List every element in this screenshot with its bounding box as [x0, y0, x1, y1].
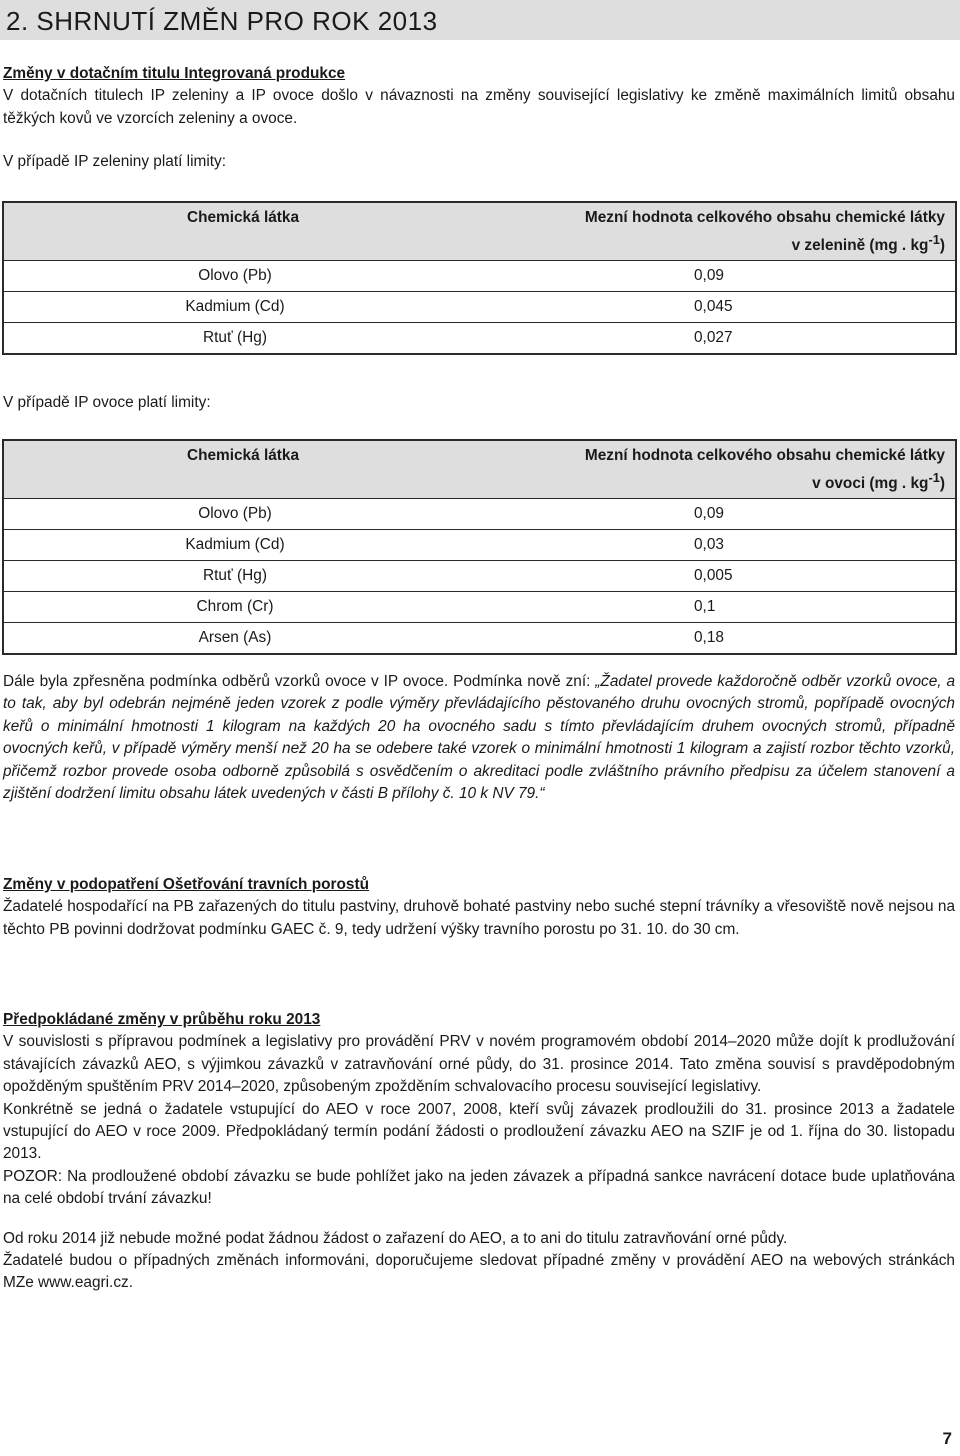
limit-value: 0,005 — [694, 566, 733, 584]
table-row — [3, 498, 956, 529]
section-title: 2. SHRNUTÍ ZMĚN PRO ROK 2013 — [0, 0, 960, 40]
substance-name: Chrom (Cr) — [196, 597, 274, 615]
substance-name: Olovo (Pb) — [198, 504, 272, 522]
col-header-limit: Mezní hodnota celkového obsahu chemické látky v ovoci (mg . $kg^{-1}$) — [482, 440, 956, 498]
planned-changes-block — [3, 1009, 955, 1295]
table-row — [3, 322, 956, 354]
limit-value: 0,027 — [694, 328, 733, 346]
substance-name: Kadmium (Cd) — [185, 535, 285, 553]
table-header-row — [3, 202, 956, 260]
table-row — [3, 529, 956, 560]
planned-changes-p4: Od roku 2014 již nebude možné podat žádnou žádost o zařazení do AEO, a to ani do titulu zatravňování orné půdy. — [3, 1229, 788, 1247]
veg-limits-table — [2, 201, 957, 355]
ip-changes-heading: Změny v dotačním titulu Integrovaná produkce — [3, 65, 346, 82]
planned-changes-heading: Předpokládané změny v průběhu roku 2013 — [3, 1011, 321, 1028]
limit-value: 0,03 — [694, 535, 724, 553]
fruit-limits-table — [2, 439, 957, 655]
substance-name: Olovo (Pb) — [198, 266, 272, 284]
limit-value: 0,09 — [694, 504, 724, 522]
col-header-limit: Mezní hodnota celkového obsahu chemické látky v zelenině (mg . $kg^{-1}$) — [482, 202, 956, 260]
table-row — [3, 291, 956, 322]
ip-changes-block — [3, 63, 955, 174]
fruit-note-quote: „Žadatel provede každoročně odběr vzorků ovoce, a to tak, aby byl odebrán nejméně jeden vzorek z podle výměry převládajícího pěstovaného druhu ovocných stromů, popřípadě ovocných keřů o minimální hmotnosti 1 kilogram na každých 20 ha ovocného sadu s tímto převládajícím druhem ovocných stromů, případně ovocných keřů, v případě výměry menší než 20 ha se odebere také vzorek o minimální hmotnosti 1 kilogram a zajistí rozbor těchto vzorků, přičemž rozbor provede osoba odborně způsobilá s osvědčením o akreditaci podle zvláštního právního předpisu za účelem stanovení a zjištění dodržení limitu obsahu látek uvedených v části B přílohy č. 10 k NV 79.“ — [3, 673, 956, 803]
fruit-limits-intro: V případě IP ovoce platí limity: — [3, 394, 211, 411]
table-row — [3, 622, 956, 654]
grassland-text: Žadatelé hospodařící na PB zařazených do titulu pastviny, druhově bohaté pastviny nebo suché stepní trávníky a vřesoviště nově nejsou na těchto PB povinni dodržovat podmínku GAEC č. 9, tedy udržení výšky travního porostu po 31. 10. do 30 cm. — [3, 898, 955, 938]
planned-changes-p2: Konkrétně se jedná o žadatele vstupující do AEO v roce 2007, 2008, kteří svůj závazek prodloužili do 31. prosince 2013 a žadatele vstupující do AEO v roce 2009. Předpokládaný termín podání žádosti o prodloužení závazku AEO na SZIF je od 1. října do 30. listopadu 2013. — [3, 1100, 955, 1163]
planned-changes-p5: Žadatelé budou o případných změnách informováni, doporučujeme sledovat případné změny v provádění AEO na webových stránkách MZe www.eagri.cz. — [3, 1252, 955, 1292]
limit-value: 0,1 — [694, 597, 716, 615]
table-row — [3, 591, 956, 622]
planned-changes-p3: POZOR: Na prodloužené období závazku se bude pohlížet jako na jeden závazek a případná sankce navrácení dotace bude uplatňována na celé období trvání závazku! — [3, 1167, 955, 1208]
substance-name: Arsen (As) — [198, 628, 272, 646]
page-number: 7 — [942, 1428, 952, 1448]
limit-value: 0,18 — [694, 628, 724, 646]
fruit-note-lead: Dále byla zpřesněna podmínka odběrů vzorků ovoce v IP ovoce. Podmínka nově zní: — [3, 673, 596, 690]
substance-name: Rtuť (Hg) — [203, 566, 267, 584]
ip-changes-text: V dotačních titulech IP zeleniny a IP ovoce došlo v návaznosti na změny související legislativy ke změně maximálních limitů obsahu těžkých kovů ve vzorcích zeleniny a ovoce. — [3, 87, 955, 127]
veg-limits-intro: V případě IP zeleniny platí limity: — [3, 153, 226, 171]
substance-name: Rtuť (Hg) — [203, 328, 267, 346]
table-header-row — [3, 440, 956, 498]
fruit-limits-intro-block — [3, 392, 955, 414]
table-row — [3, 260, 956, 291]
col-header-substance: Chemická látka — [3, 440, 482, 498]
table-row — [3, 560, 956, 591]
limit-value: 0,09 — [694, 266, 724, 284]
col-header-substance: Chemická látka — [3, 202, 482, 260]
planned-changes-p1: V souvislosti s přípravou podmínek a legislativy pro provádění PRV v novém programovém období 2014–2020 může dojít k prodlužování stávajících závazků AEO, s výjimkou závazků v zatravňování orné půdy, do 31. prosince 2014. Tato změna souvisí s pravděpodobným opožděným spuštěním PRV 2014–2020, způsobeným zpožděním schvalovacího procesu související legislativy. — [3, 1033, 955, 1096]
substance-name: Kadmium (Cd) — [185, 297, 285, 315]
grassland-heading: Změny v podopatření Ošetřování travních porostů — [3, 876, 370, 893]
limit-value: 0,045 — [694, 297, 733, 315]
fruit-sampling-note — [3, 671, 955, 805]
grassland-block — [3, 874, 955, 941]
